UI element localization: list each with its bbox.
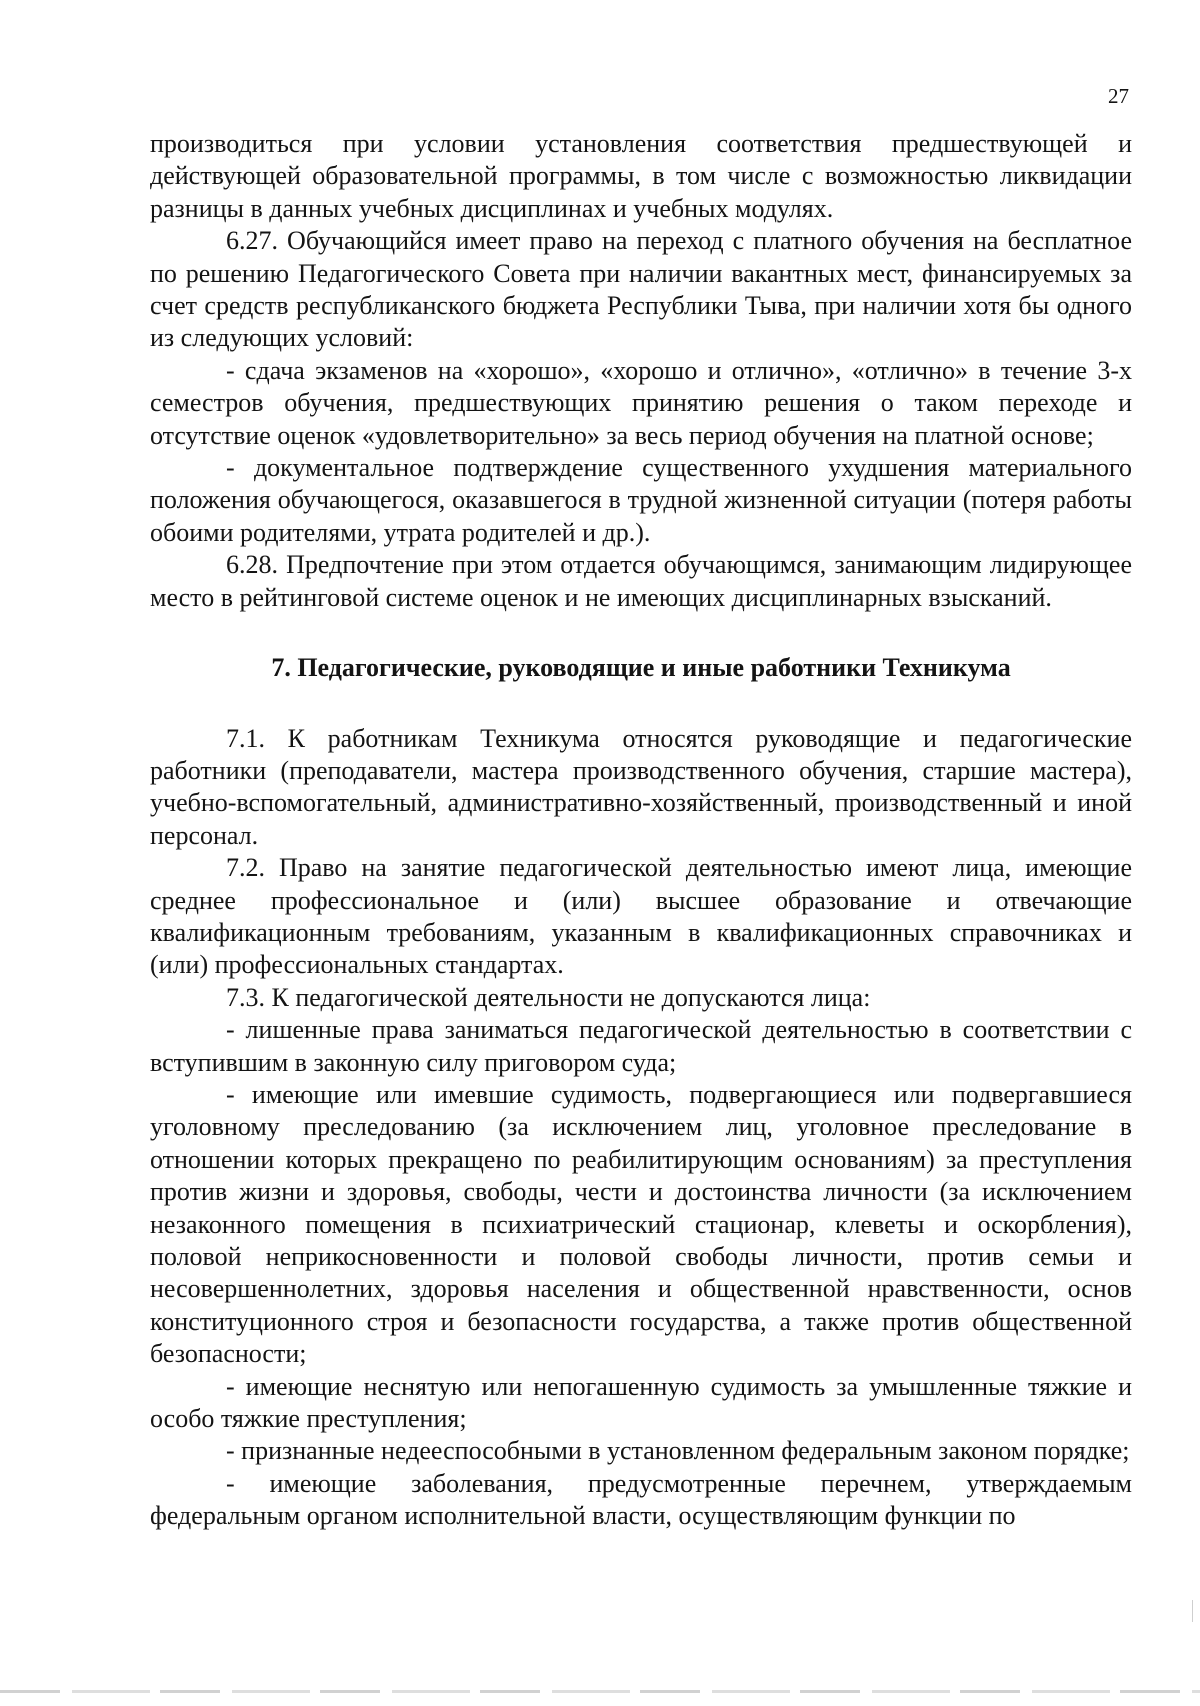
scan-mark-artifact (1192, 1600, 1193, 1622)
document-body (150, 128, 1132, 1533)
paragraph-7-2: 7.2. Право на занятие педагогической деятельностью имеют лица, имеющие среднее профессиональное и (или) высшее образование и отвечающие квалификационным требованиям, указанным в квалификационных справочниках и (или) профессиональных стандартах. (150, 853, 1132, 980)
list-item-hardship: - документальное подтверждение существенного ухудшения материального положения обучающегося, оказавшегося в трудной жизненной ситуации (потеря работы обоими родителями, утрата родителей и др.). (150, 453, 1132, 547)
paragraph-7-3: 7.3. К педагогической деятельности не допускаются лица: (226, 982, 871, 1012)
list-item-unexpunged: - имеющие неснятую или непогашенную судимость за умышленные тяжкие и особо тяжкие преступления; (150, 1371, 1132, 1434)
list-item-incapacitated: - признанные недееспособными в установленном федеральным законом порядке; (226, 1436, 1130, 1466)
paragraph-6-27: 6.27. Обучающийся имеет право на переход с платного обучения на бесплатное по решению Педагогического Совета при наличии вакантных мест, финансируемых за счет средств республиканского бюджета Республики Тыва, при наличии хотя бы одного из следующих условий: (150, 226, 1132, 353)
list-item-exams: - сдача экзаменов на «хорошо», «хорошо и отлично», «отлично» в течение 3-х семестров обучения, предшествующих принятию решения о таком переходе и отсутствие оценок «удовлетворительно» за весь период обучения на платной основе; (150, 355, 1132, 450)
scan-edge-artifact (0, 1690, 1200, 1693)
section-heading: 7. Педагогические, руководящие и иные работники Техникума (271, 653, 1011, 683)
list-item-deprived: - лишенные права заниматься педагогической деятельностью в соответствии с вступившим в законную силу приговором суда; (150, 1015, 1132, 1077)
paragraph-7-1: 7.1. К работникам Техникума относятся руководящие и педагогические работники (преподаватели, мастера производственного обучения, старшие мастера), учебно-вспомогательный, административно-хозяйственный, производственный и иной персонал. (150, 723, 1132, 850)
page-number: 27 (1108, 84, 1129, 108)
list-item-diseases: - имеющие заболевания, предусмотренные перечнем, утверждаемым федеральным органом исполнительной власти, осуществляющим функции по (150, 1468, 1132, 1531)
paragraph-continuation: производиться при условии установления соответствия предшествующей и действующей образовательной программы, в том числе с возможностью ликвидации разницы в данных учебных дисциплинах и учебных модулях. (150, 129, 1132, 223)
paragraph-6-28: 6.28. Предпочтение при этом отдается обучающимся, занимающим лидирующее место в рейтинговой системе оценок и не имеющих дисциплинарных взысканий. (150, 550, 1132, 612)
list-item-criminal-record: - имеющие или имевшие судимость, подвергающиеся или подвергавшиеся уголовному преследованию (за исключением лиц, уголовное преследование в отношении которых прекращено по реабилитирующим основаниям) за преступления против жизни и здоровья, свободы, чести и достоинства личности (за исключением незаконного помещения в психиатрический стационар, клеветы и оскорбления), половой неприкосновенности и половой свободы личности, против семьи и несовершеннолетних, здоровья населения и общественной нравственности, основ конституционного строя и безопасности государства, а также против общественной безопасности; (150, 1079, 1132, 1369)
